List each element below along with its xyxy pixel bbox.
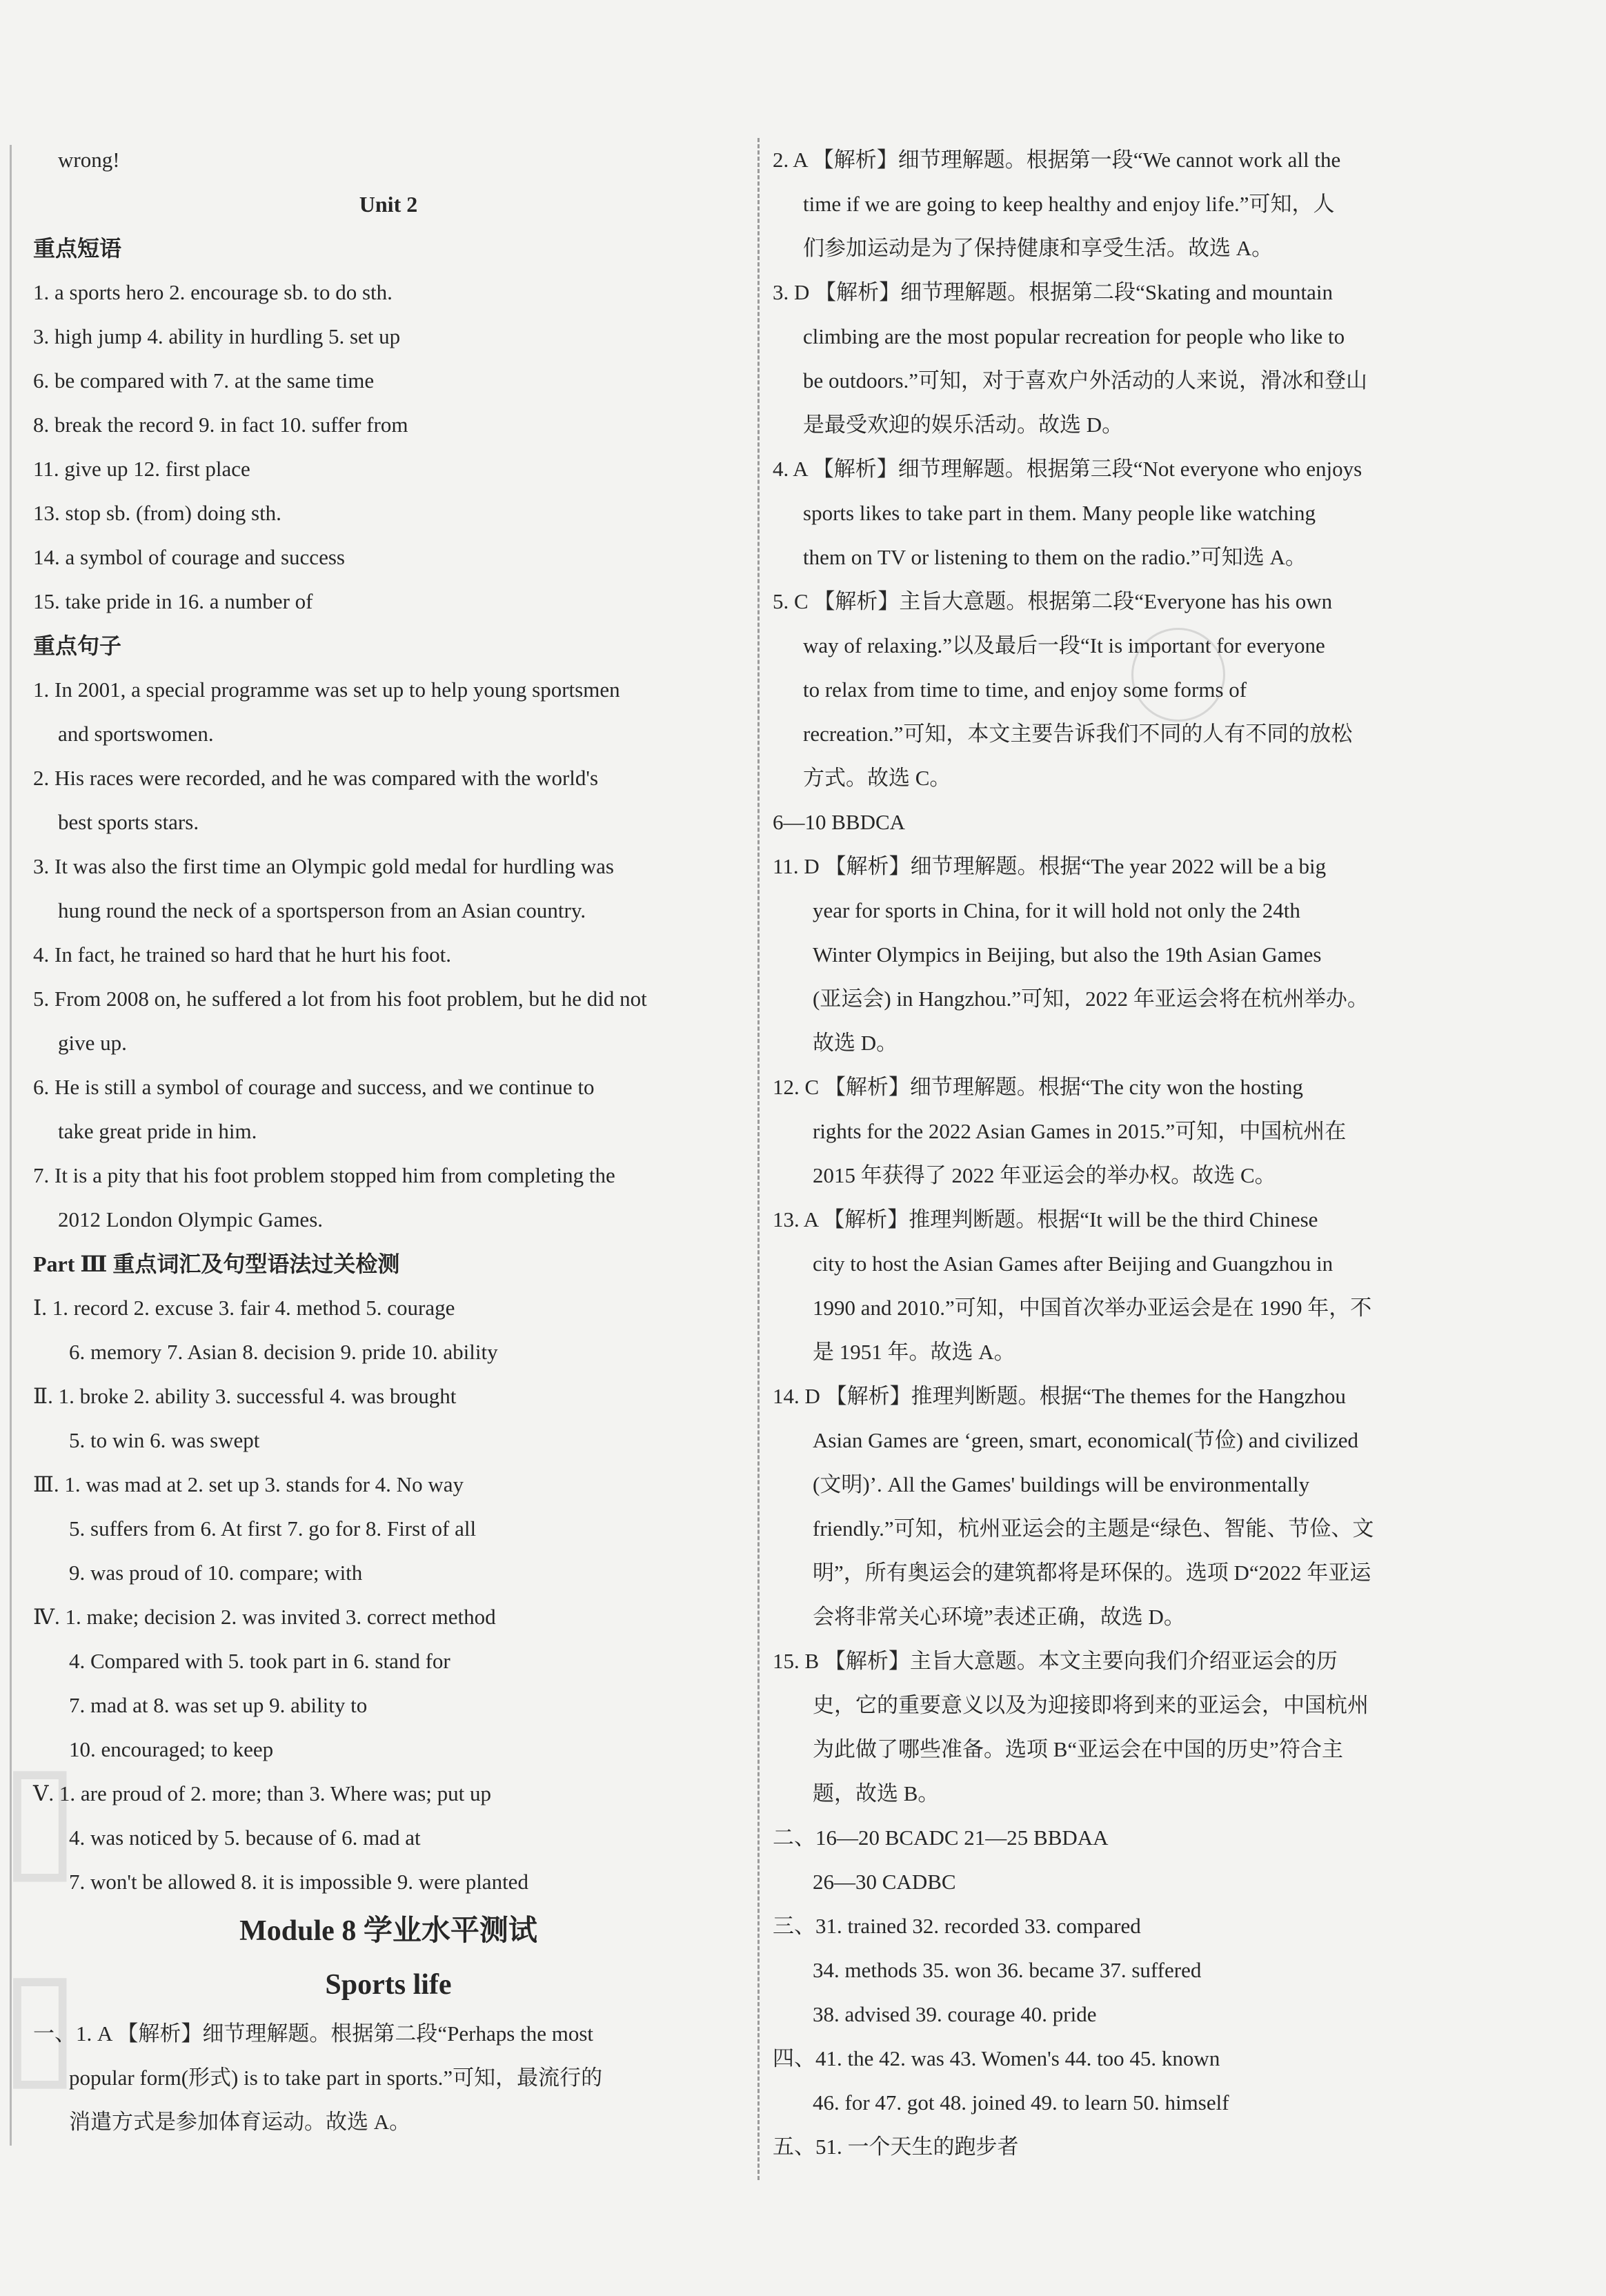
right-text-line: 四、41. the 42. was 43. Women's 44. too 45. known xyxy=(773,2046,1220,2070)
right-text-line: 2015 年获得了 2022 年亚运会的举办权。故选 C。 xyxy=(813,1163,1276,1187)
left-text-line: 7. mad at 8. was set up 9. ability to xyxy=(69,1693,368,1717)
left-text-line: Ⅱ. 1. broke 2. ability 3. successful 4. was brought xyxy=(33,1384,457,1408)
left-text-line: 13. stop sb. (from) doing sth. xyxy=(33,501,281,525)
left-text-line: Unit 2 xyxy=(359,192,418,217)
right-text-line: 史，它的重要意义以及为迎接即将到来的亚运会，中国杭州 xyxy=(813,1693,1369,1717)
left-text-line: Ⅲ. 1. was mad at 2. set up 3. stands for 4. No way xyxy=(33,1472,464,1496)
left-text-line: 3. It was also the first time an Olympic gold medal for hurdling was xyxy=(33,854,614,878)
right-text-line: 1990 and 2010.”可知，中国首次举办亚运会是在 1990 年，不 xyxy=(813,1296,1372,1320)
right-text-line: 五、51. 一个天生的跑步者 xyxy=(773,2135,1019,2159)
right-text-line: 26—30 CADBC xyxy=(813,1870,956,1894)
right-text-line: 34. methods 35. won 36. became 37. suffered xyxy=(813,1958,1202,1982)
right-text-line: 3. D 【解析】细节理解题。根据第二段“Skating and mountain xyxy=(773,280,1333,304)
left-text-line: best sports stars. xyxy=(58,810,199,834)
right-text-line: 二、16—20 BCADC 21—25 BBDAA xyxy=(773,1825,1109,1850)
left-text-line: 7. It is a pity that his foot problem stopped him from completing the xyxy=(33,1163,615,1187)
right-text-line: 们参加运动是为了保持健康和享受生活。故选 A。 xyxy=(803,236,1273,260)
right-text-line: 三、31. trained 32. recorded 33. compared xyxy=(773,1914,1141,1938)
right-text-line: 14. D 【解析】推理判断题。根据“The themes for the Hangzhou xyxy=(773,1384,1346,1408)
right-text-line: 5. C 【解析】主旨大意题。根据第二段“Everyone has his own xyxy=(773,589,1333,613)
left-text-line: 2012 London Olympic Games. xyxy=(58,1207,324,1231)
left-text-line: Sports life xyxy=(325,1969,452,2001)
left-text-line: 4. In fact, he trained so hard that he hurt his foot. xyxy=(33,942,452,967)
right-text-line: 方式。故选 C。 xyxy=(803,766,951,790)
left-text-line: 9. was proud of 10. compare; with xyxy=(69,1561,363,1585)
left-text-line: 2. His races were recorded, and he was compared with the world's xyxy=(33,766,599,790)
left-text-line: 6. be compared with 7. at the same time xyxy=(33,368,375,393)
left-text-line: 重点句子 xyxy=(33,633,122,658)
right-text-line: recreation.”可知，本文主要告诉我们不同的人有不同的放松 xyxy=(803,722,1353,746)
left-text-line: take great pride in him. xyxy=(58,1119,257,1143)
left-text-line: 5. From 2008 on, he suffered a lot from his foot problem, but he did not xyxy=(33,987,647,1011)
left-column xyxy=(33,138,744,2144)
left-text-line: 1. a sports hero 2. encourage sb. to do sth. xyxy=(33,280,393,304)
left-text-line: 5. suffers from 6. At first 7. go for 8. First of all xyxy=(69,1516,477,1541)
right-text-line: them on TV or listening to them on the radio.”可知选 A。 xyxy=(803,545,1307,569)
right-text-line: 是 1951 年。故选 A。 xyxy=(813,1340,1015,1364)
column-divider xyxy=(757,138,760,2180)
left-text-line: Part Ⅲ 重点词汇及句型语法过关检测 xyxy=(33,1251,400,1276)
left-text-line: Ⅰ. 1. record 2. excuse 3. fair 4. method 5. courage xyxy=(33,1296,455,1320)
right-text-line: (亚运会) in Hangzhou.”可知，2022 年亚运会将在杭州举办。 xyxy=(813,987,1369,1011)
right-text-line: 会将非常关心环境”表述正确，故选 D。 xyxy=(813,1605,1185,1629)
right-text-line: climbing are the most popular recreation for people who like to xyxy=(803,324,1345,348)
right-text-line: 13. A 【解析】推理判断题。根据“It will be the third Chinese xyxy=(773,1207,1318,1231)
right-text-line: Winter Olympics in Beijing, but also the 19th Asian Games xyxy=(813,942,1322,967)
left-text-line: Ⅳ. 1. make; decision 2. was invited 3. correct method xyxy=(33,1605,496,1629)
left-text-line: 重点短语 xyxy=(33,236,122,261)
right-text-line: 38. advised 39. courage 40. pride xyxy=(813,2002,1097,2026)
right-text-line: 明”，所有奥运会的建筑都将是环保的。选项 D“2022 年亚运 xyxy=(813,1561,1371,1585)
right-text-line: Asian Games are ‘green, smart, economical(节俭) and civilized xyxy=(813,1428,1359,1452)
left-text-line: 3. high jump 4. ability in hurdling 5. set up xyxy=(33,324,401,348)
left-text-line: 7. won't be allowed 8. it is impossible 9. were planted xyxy=(69,1870,528,1894)
right-text-line: to relax from time to time, and enjoy some forms of xyxy=(803,677,1247,702)
right-text-line: year for sports in China, for it will hold not only the 24th xyxy=(813,898,1300,922)
left-text-line: 5. to win 6. was swept xyxy=(69,1428,260,1452)
left-text-line: 15. take pride in 16. a number of xyxy=(33,589,313,613)
faded-watermark: ▯ ▯ xyxy=(0,1730,80,2106)
right-text-line: (文明)’. All the Games' buildings will be environmentally xyxy=(813,1472,1310,1496)
right-text-line: 6—10 BBDCA xyxy=(773,810,906,834)
right-text-line: friendly.”可知，杭州亚运会的主题是“绿色、智能、节俭、文 xyxy=(813,1516,1374,1541)
left-text-line: give up. xyxy=(58,1031,127,1055)
left-text-line: 11. give up 12. first place xyxy=(33,457,250,481)
left-text-line: wrong! xyxy=(58,148,120,172)
left-text-line: popular form(形式) is to take part in sports.”可知，最流行的 xyxy=(69,2066,603,2090)
left-text-line: 8. break the record 9. in fact 10. suffer from xyxy=(33,413,408,437)
right-text-line: 为此做了哪些准备。选项 B“亚运会在中国的历史”符合主 xyxy=(813,1737,1343,1761)
right-text-line: time if we are going to keep healthy and enjoy life.”可知，人 xyxy=(803,192,1335,216)
right-text-line: 是最受欢迎的娱乐活动。故选 D。 xyxy=(803,413,1124,437)
right-text-line: be outdoors.”可知，对于喜欢户外活动的人来说，滑冰和登山 xyxy=(803,368,1368,393)
left-text-line: 一、1. A 【解析】细节理解题。根据第二段“Perhaps the most xyxy=(33,2021,593,2046)
right-text-line: way of relaxing.”以及最后一段“It is important for everyone xyxy=(803,633,1325,657)
left-text-line: Module 8 学业水平测试 xyxy=(239,1915,537,1947)
left-text-line: 消遣方式是参加体育运动。故选 A。 xyxy=(69,2110,411,2134)
right-text-line: city to host the Asian Games after Beijing and Guangzhou in xyxy=(813,1251,1334,1276)
left-text-line: Ⅴ. 1. are proud of 2. more; than 3. Where was; put up xyxy=(33,1781,492,1805)
left-text-line: hung round the neck of a sportsperson from an Asian country. xyxy=(58,898,586,922)
left-text-line: 14. a symbol of courage and success xyxy=(33,545,345,569)
left-text-line: 6. memory 7. Asian 8. decision 9. pride 10. ability xyxy=(69,1340,498,1364)
right-text-line: 故选 D。 xyxy=(813,1031,898,1055)
left-text-line: 4. Compared with 5. took part in 6. stand for xyxy=(69,1649,450,1673)
left-text-line: 4. was noticed by 5. because of 6. mad at xyxy=(69,1825,421,1850)
right-text-line: 15. B 【解析】主旨大意题。本文主要向我们介绍亚运会的历 xyxy=(773,1649,1338,1673)
right-text-line: 11. D 【解析】细节理解题。根据“The year 2022 will be a big xyxy=(773,854,1327,878)
right-text-line: 题，故选 B。 xyxy=(813,1781,940,1805)
right-text-line: sports likes to take part in them. Many people like watching xyxy=(803,501,1316,525)
left-text-line: 1. In 2001, a special programme was set up to help young sportsmen xyxy=(33,677,620,702)
right-text-line: 4. A 【解析】细节理解题。根据第三段“Not everyone who enjoys xyxy=(773,457,1362,481)
left-text-line: 6. He is still a symbol of courage and success, and we continue to xyxy=(33,1075,595,1099)
right-text-line: 12. C 【解析】细节理解题。根据“The city won the hosting xyxy=(773,1075,1303,1099)
right-text-line: 2. A 【解析】细节理解题。根据第一段“We cannot work all the xyxy=(773,148,1341,172)
left-text-line: 10. encouraged; to keep xyxy=(69,1737,274,1761)
left-text-line: and sportswomen. xyxy=(58,722,214,746)
right-text-line: 46. for 47. got 48. joined 49. to learn 50. himself xyxy=(813,2090,1229,2115)
right-text-line: rights for the 2022 Asian Games in 2015.”可知，中国杭州在 xyxy=(813,1119,1347,1143)
right-column xyxy=(773,138,1483,2169)
